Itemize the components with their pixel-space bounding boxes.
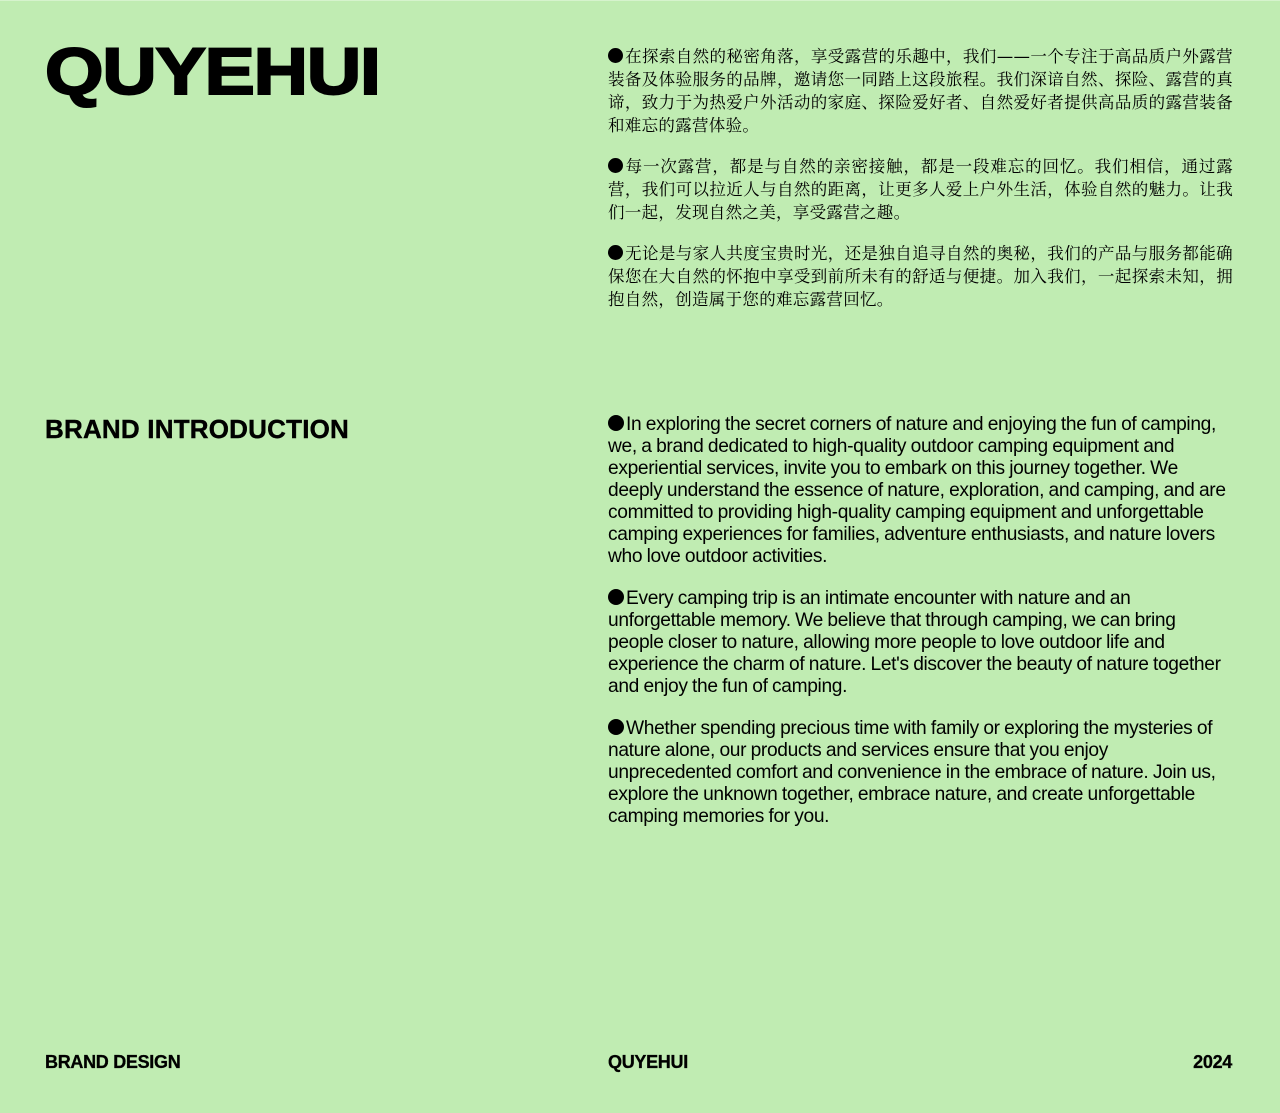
zh-paragraph: [608, 242, 1233, 311]
en-paragraph-text: Whether spending precious time with family or exploring the mysteries of nature alone, our products and services ensure that you enjoy unprecedented comfort and convenience in the embrace of nature. Join us, explore the unknown together, embrace nature, and create unforgettable camping memories for you.: [608, 718, 1216, 827]
section-heading: BRAND INTRODUCTION: [45, 414, 350, 444]
bullet-icon: [608, 48, 623, 63]
bullet-icon: [608, 415, 624, 431]
brand-title: QUYEHUI: [45, 34, 380, 108]
footer-brand-name: QUYEHUI: [608, 1052, 688, 1072]
top-edge-divider: [0, 0, 1280, 1]
english-intro-text: [608, 414, 1233, 848]
en-paragraph-text: Every camping trip is an intimate encounter with nature and an unforgettable memory. We believe that through camping, we can bring people closer to nature, allowing more people to love outdoor life and experience the charm of nature. Let's discover the beauty of nature together and enjoy the fun of camping.: [608, 588, 1221, 697]
chinese-intro-text: [608, 45, 1233, 329]
en-paragraph: [608, 588, 1233, 698]
footer-year: 2024: [1193, 1052, 1232, 1072]
zh-paragraph: [608, 45, 1233, 137]
zh-paragraph-text: 无论是与家人共度宝贵时光，还是独自追寻自然的奥秘，我们的产品与服务都能确保您在大自然的怀抱中享受到前所未有的舒适与便捷。加入我们，一起探索未知，拥抱自然，创造属于您的难忘露营回忆。: [608, 244, 1233, 309]
bullet-icon: [608, 245, 623, 260]
zh-paragraph-text: 在探索自然的秘密角落，享受露营的乐趣中，我们——一个专注于高品质户外露营装备及体验服务的品牌，邀请您一同踏上这段旅程。我们深谙自然、探险、露营的真谛，致力于为热爱户外活动的家庭、探险爱好者、自然爱好者提供高品质的露营装备和难忘的露营体验。: [608, 47, 1233, 135]
zh-paragraph: [608, 155, 1233, 224]
bullet-icon: [608, 719, 624, 735]
en-paragraph-text: In exploring the secret corners of nature and enjoying the fun of camping, we, a brand dedicated to high-quality outdoor camping equipment and experiential services, invite you to embark on this journey together. We deeply understand the essence of nature, exploration, and camping, and are committed to providing high-quality camping equipment and unforgettable camping experiences for families, adventure enthusiasts, and nature lovers who love outdoor activities.: [608, 414, 1226, 567]
bullet-icon: [608, 589, 624, 605]
en-paragraph: [608, 414, 1233, 568]
bullet-icon: [608, 158, 623, 173]
footer-brand-design-label: BRAND DESIGN: [45, 1052, 181, 1072]
zh-paragraph-text: 每一次露营，都是与自然的亲密接触，都是一段难忘的回忆。我们相信，通过露营，我们可以拉近人与自然的距离，让更多人爱上户外生活，体验自然的魅力。让我们一起，发现自然之美，享受露营之趣。: [608, 157, 1233, 222]
en-paragraph: [608, 718, 1233, 828]
